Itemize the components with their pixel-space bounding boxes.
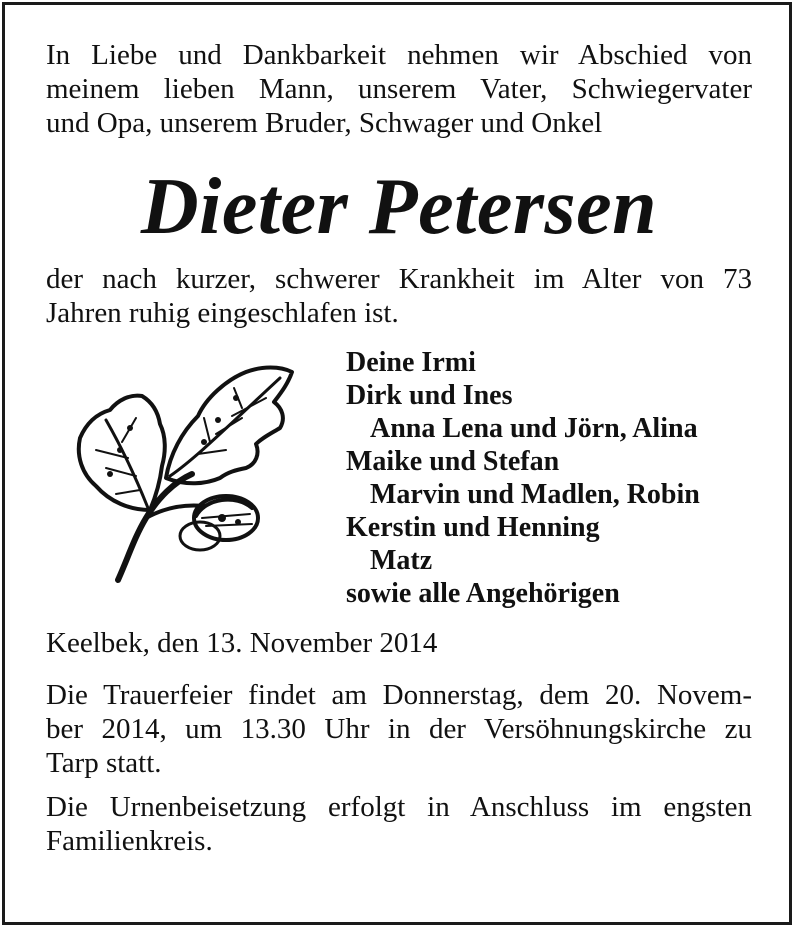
- intro-line: und Opa, unserem Bruder, Schwager und Onkel: [46, 107, 603, 139]
- cause-text: [46, 262, 752, 330]
- funeral-service-text: [46, 678, 752, 780]
- mourner-entry: Anna Lena und Jörn, Alina: [370, 413, 698, 444]
- mourners-list: [346, 346, 700, 610]
- place-date: Keelbek, den 13. November 2014: [46, 627, 438, 659]
- mourner-entry: Maike und Stefan: [346, 446, 560, 477]
- cause-line: der nach kurzer, schwerer Krankheit im Alter von 73: [46, 263, 752, 295]
- burial-line: Die Urnenbeisetzung erfolgt in Anschluss im engsten: [46, 791, 752, 823]
- obituary-notice: [46, 38, 752, 858]
- mourner-entry: sowie alle Angehörigen: [346, 578, 620, 609]
- mourners-section: [46, 346, 752, 616]
- service-line: Tarp statt.: [46, 747, 162, 779]
- mourner-entry: Kerstin und Henning: [346, 512, 600, 543]
- mourner-entry: Deine Irmi: [346, 347, 476, 378]
- mourner-entry: Matz: [370, 545, 433, 576]
- intro-text: [46, 38, 752, 140]
- burial-text: [46, 790, 752, 858]
- service-line: Die Trauerfeier findet am Donnerstag, dem 20. Novem-: [46, 679, 752, 711]
- deceased-name: Dieter Petersen: [140, 163, 658, 251]
- mourner-entry: Marvin und Madlen, Robin: [370, 479, 700, 510]
- service-line: ber 2014, um 13.30 Uhr in der Versöhnungskirche zu: [46, 713, 752, 745]
- intro-line: meinem lieben Mann, unserem Vater, Schwiegervater: [46, 73, 752, 105]
- burial-line: Familienkreis.: [46, 825, 213, 857]
- cause-line: Jahren ruhig eingeschlafen ist.: [46, 297, 399, 329]
- intro-line: In Liebe und Dankbarkeit nehmen wir Abschied von: [46, 39, 752, 71]
- oak-leaf-icon: [66, 358, 296, 588]
- mourner-entry: Dirk und Ines: [346, 380, 513, 411]
